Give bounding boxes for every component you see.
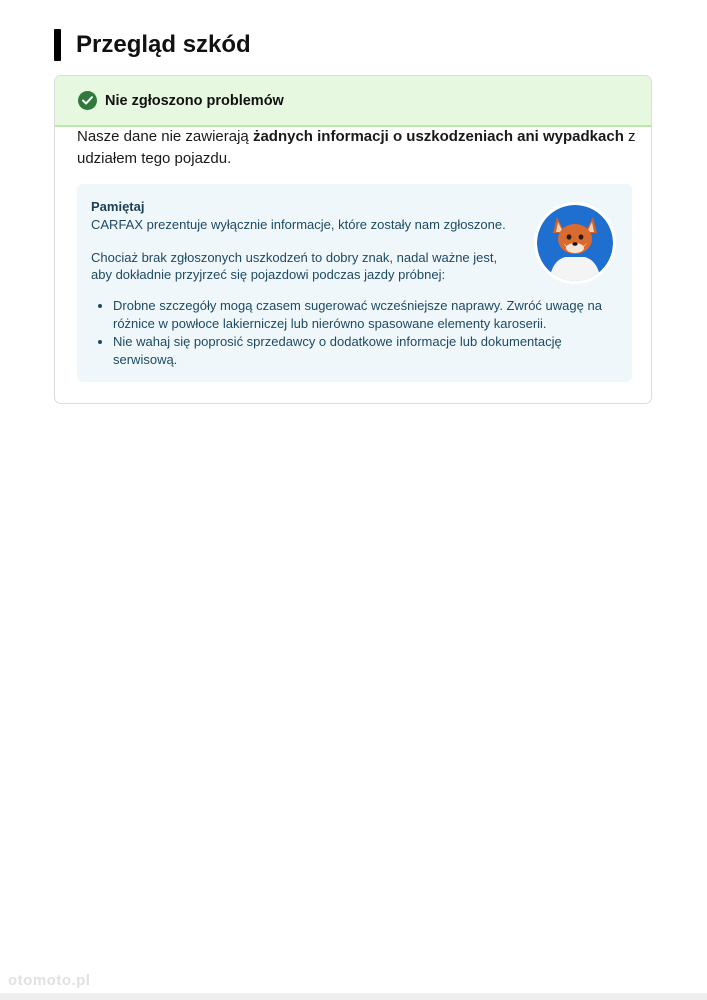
footer-strip	[0, 993, 707, 1000]
reminder-line-1: CARFAX prezentuje wyłącznie informacje, które zostały nam zgłoszone.	[91, 217, 506, 232]
title-accent-bar	[54, 29, 61, 61]
reminder-line-2: Chociaż brak zgłoszonych uszkodzeń to dobry znak, nadal ważne jest, aby dokładnie przyjrzeć się pojazdowi podczas jazdy próbnej:	[91, 250, 498, 282]
summary-bold: żadnych informacji o uszkodzeniach ani wypadkach	[252, 128, 624, 145]
watermark-text: otomoto.pl	[8, 972, 91, 989]
status-banner	[55, 76, 651, 127]
summary-suffix: z udziałem tego pojazdu.	[77, 128, 636, 167]
list-item: • Drobne szczegóły mogą czasem sugerować wcześniejsze naprawy. Zwróć uwagę na różnice w powłoce lakierniczej lub nierówno spasowane elementy karoserii.	[113, 297, 603, 333]
reminder-heading: Pamiętaj	[91, 199, 145, 214]
summary-prefix: Nasze dane nie zawierają	[77, 128, 253, 145]
reminder-list	[91, 297, 603, 369]
reminder-box	[77, 184, 632, 382]
carfox-mascot-image	[534, 202, 616, 284]
list-item: • Nie wahaj się poprosić sprzedawcy o dodatkowe informacje lub dokumentację serwisową.	[113, 333, 603, 369]
summary-text	[55, 126, 652, 170]
status-label: Nie zgłoszono problemów	[105, 92, 284, 109]
page-title: Przegląd szkód	[76, 31, 251, 58]
damage-review-card	[54, 75, 652, 404]
check-circle-icon	[78, 91, 97, 110]
